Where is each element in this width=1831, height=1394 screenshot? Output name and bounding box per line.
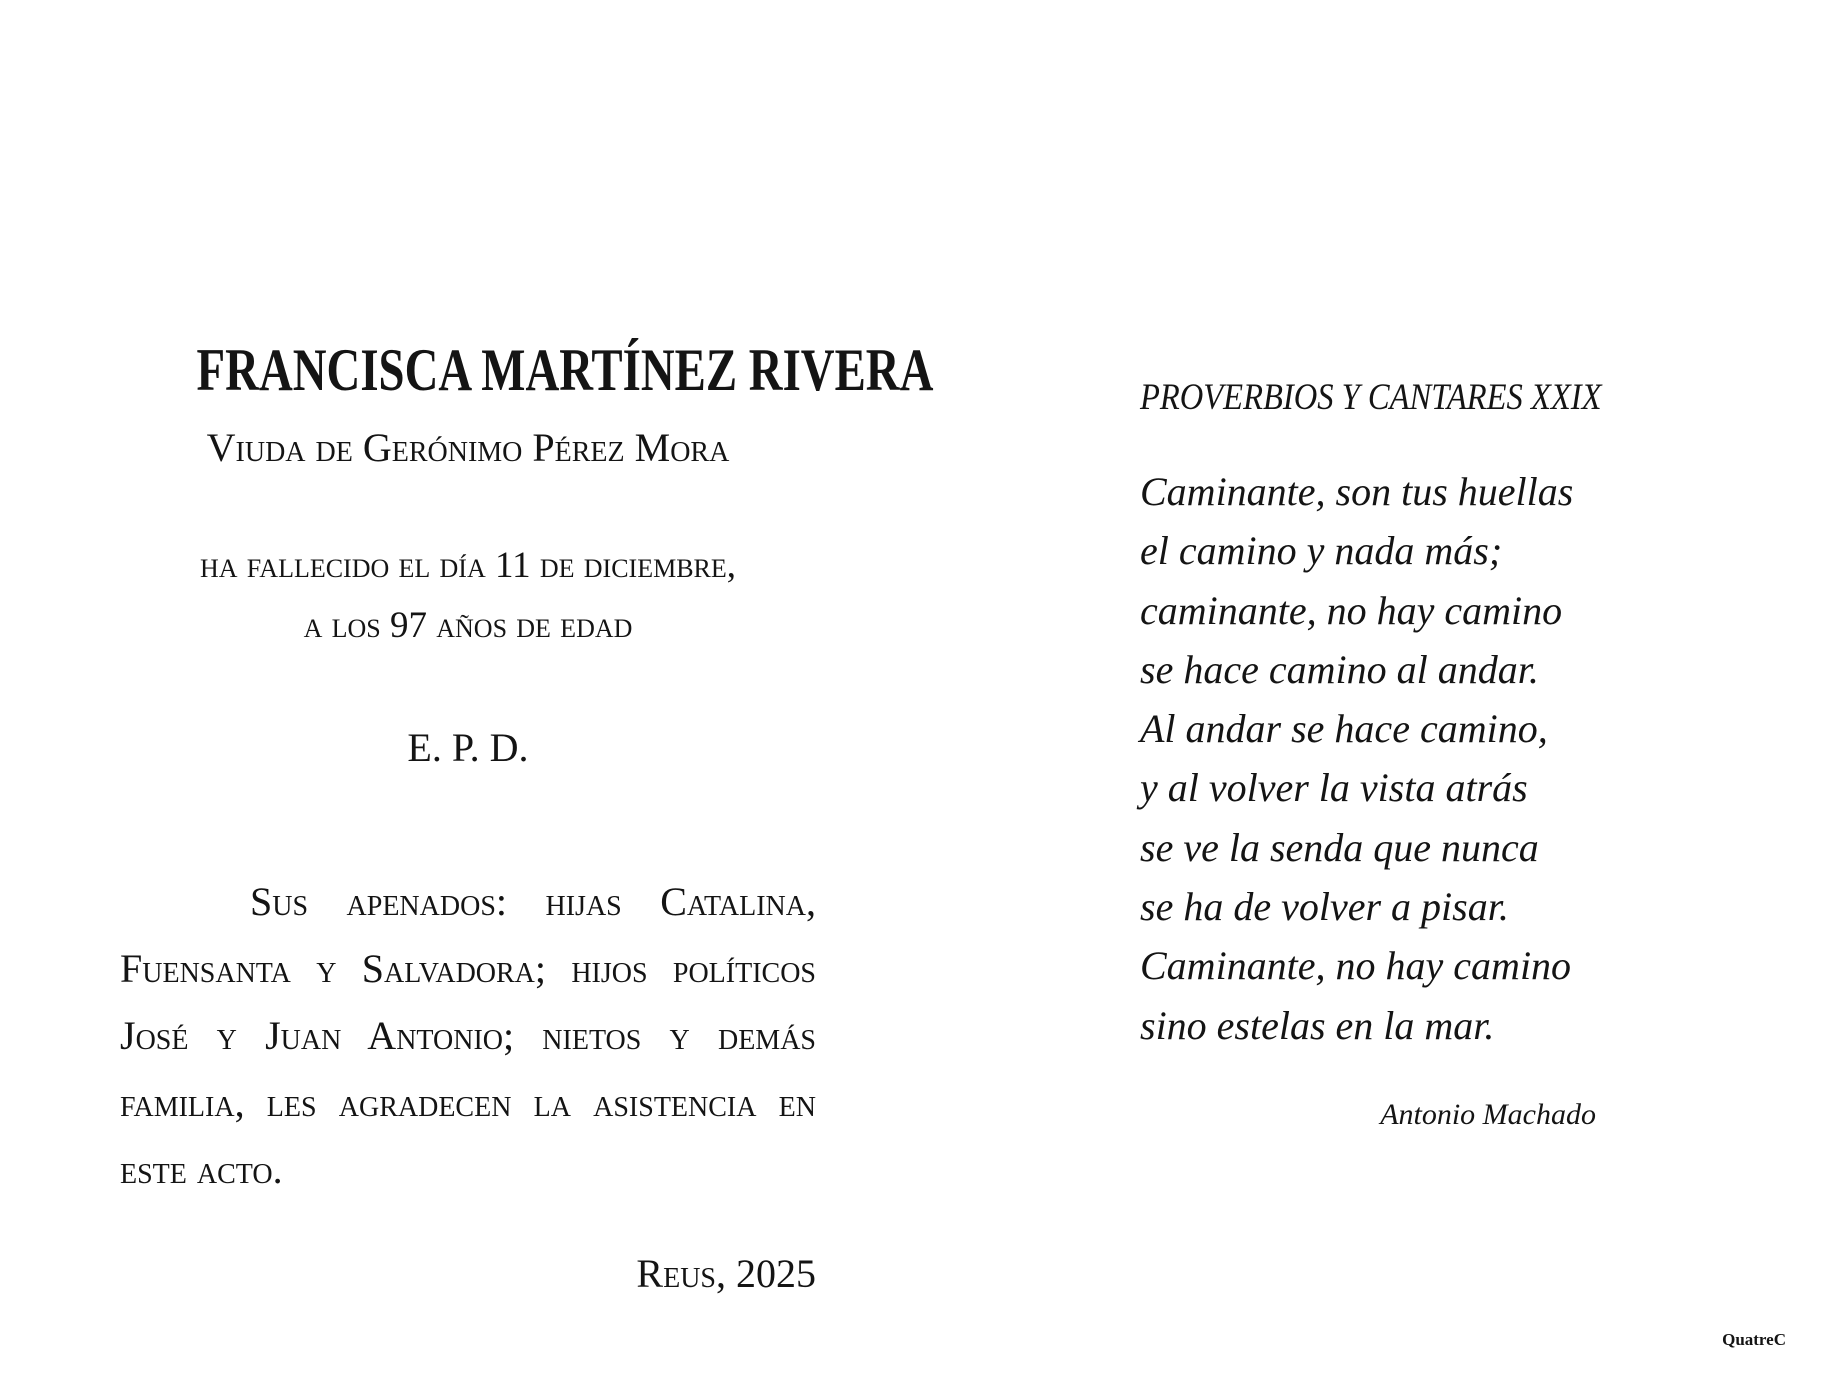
poem-verse: se ve la senda que nunca [1140, 824, 1539, 870]
widow-of-line: Viuda de Gerónimo Pérez Mora [206, 425, 730, 470]
rest-in-peace: E. P. D. [407, 725, 529, 770]
poem-verse: y al volver la vista atrás [1140, 765, 1528, 811]
poem-verse: sino estelas en la mar. [1140, 1002, 1495, 1048]
poem-verse: caminante, no hay camino [1140, 587, 1563, 633]
poem-verse: Caminante, son tus huellas [1140, 469, 1574, 514]
death-date-line: ha fallecido el día 11 de diciembre, [199, 545, 737, 586]
poem-verse: el camino y nada más; [1140, 528, 1503, 574]
poem-verses [1140, 462, 1740, 1055]
place-and-year: Reus, 2025 [636, 1251, 816, 1296]
family-acknowledgement: Sus apenados: hijas Catalina, Fuensanta y Salvadora; hijos políticos José y Juan Antonio; nietos y demás familia, les agradecen la asistencia en este acto. [120, 879, 816, 1192]
poem-verse: Al andar se hace camino, [1140, 706, 1548, 752]
death-notice [120, 536, 816, 656]
printer-imprint: QuatreC [1722, 1330, 1786, 1349]
poem-title: PROVERBIOS Y CANTARES XXIX [1140, 377, 1602, 418]
deceased-name: FRANCISCA MARTÍNEZ RIVERA [196, 337, 934, 403]
poem-verse: Caminante, no hay camino [1140, 943, 1572, 989]
poem-verse: se ha de volver a pisar. [1140, 884, 1509, 930]
poem-author: Antonio Machado [1380, 1098, 1596, 1131]
age-line: a los 97 años de edad [303, 605, 633, 646]
poem-verse: se hace camino al andar. [1140, 646, 1539, 692]
